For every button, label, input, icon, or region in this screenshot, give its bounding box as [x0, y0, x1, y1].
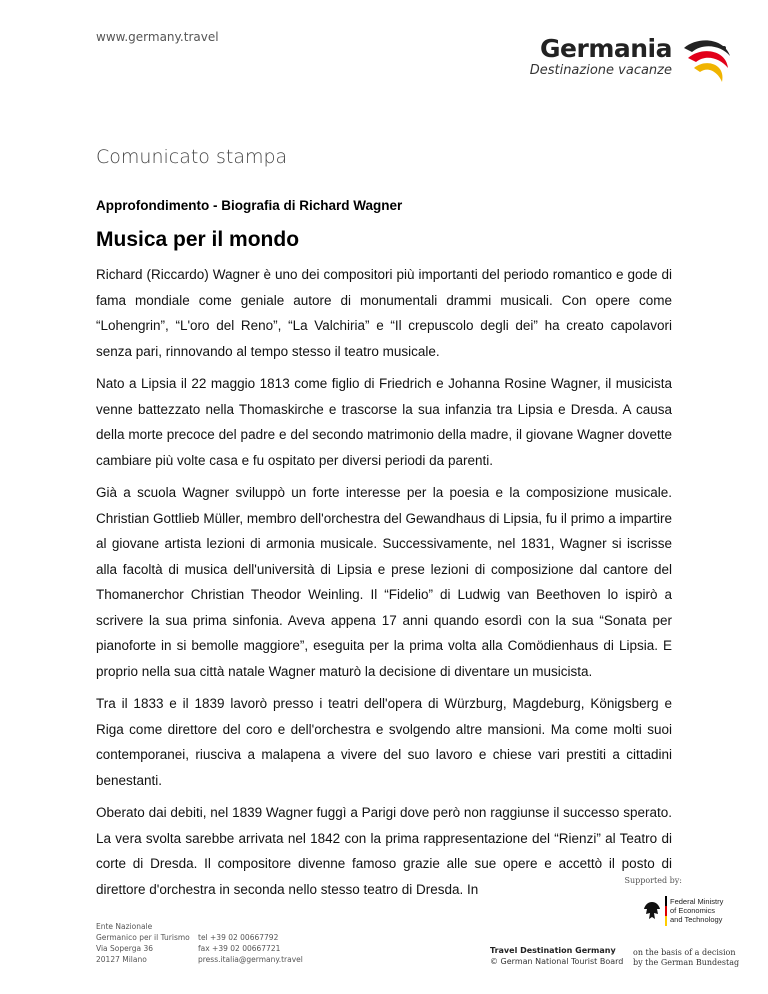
footer-address: Ente Nazionale Germanico per il Turismo Via Soperga 36 20127 Milano — [96, 922, 190, 964]
germania-logo — [514, 34, 734, 86]
supported-by-label: Supported by: — [624, 876, 682, 885]
footer-contacts: tel +39 02 00667792 fax +39 02 00667721 press.italia@germany.travel — [198, 933, 303, 964]
paragraph-1: Richard (Riccardo) Wagner è uno dei compositori più importanti del periodo romantico e gode di fama mondiale come geniale autore di monumentali drammi musicali. Con opere come “Lohengrin”, “L'oro del Reno”, “La Valchiria” e “Il crepuscolo degli dei” ha creato capolavori senza pari, rinnovando al tempo stesso il teatro musicale. — [96, 267, 672, 359]
article-body — [96, 262, 672, 909]
ministry-name: Federal Ministry of Economics and Technology — [670, 897, 724, 924]
germany-swirl-icon — [678, 34, 734, 90]
bundestag-note: on the basis of a decision by the German Bundestag — [633, 948, 740, 967]
tdg-credit — [490, 945, 623, 967]
kicker: Approfondimento - Biografia di Richard Wagner — [96, 198, 403, 213]
press-email-link[interactable]: press.italia@germany.travel — [198, 955, 303, 964]
ministry-logo — [640, 896, 750, 930]
tdg-subtitle: © German National Tourist Board — [490, 957, 624, 966]
document-type: Comunicato stampa — [96, 146, 288, 168]
paragraph-5: Oberato dai debiti, nel 1839 Wagner fuggì a Parigi dove però non raggiunse il successo sperato. La vera svolta sarebbe arrivata nel 1842 con la prima rappresentazione del “Rienzi” al Teatro di corte di Dresda. Il compositore divenne famoso grazie alle sue opere e accettò il posto di direttore d'orchestra in seconda nello stesso teatro di Dresda. In — [96, 805, 672, 897]
headline: Musica per il mondo — [96, 228, 300, 251]
header-url: www.germany.travel — [96, 30, 219, 44]
paragraph-2: Nato a Lipsia il 22 maggio 1813 come figlio di Friedrich e Johanna Rosine Wagner, il musicista venne battezzato nella Thomaskirche e trascorse la sua infanzia tra Lipsia e Dresda. A causa della morte precoce del padre e del secondo matrimonio della madre, il giovane Wagner dovette cambiare più volte casa e fu ospitato per diversi periodi da parenti. — [96, 376, 672, 468]
tdg-title: Travel Destination Germany — [490, 946, 616, 955]
paragraph-3: Già a scuola Wagner sviluppò un forte interesse per la poesia e la composizione musicale. Christian Gottlieb Müller, membro dell'orchestra del Gewandhaus di Lipsia, fu il primo a impartire al giovane artista lezioni di armonia musicale. Successivamente, nel 1831, Wagner si iscrisse alla facoltà di musica dell'università di Lipsia e prese lezioni di composizione dal cantore del Thomanerchor Christian Theodor Weinling. Il “Fidelio” di Ludwig van Beethoven lo ispirò a scrivere la sua prima sinfonia. Aveva appena 17 anni quando esordì con la sua “Sonata per pianoforte in si bemolle maggiore”, eseguita per la prima volta alla Comödienhaus di Lipsia. E proprio nella sua città natale Wagner maturò la decisione di diventare un musicista. — [96, 485, 672, 679]
federal-eagle-icon — [642, 900, 662, 922]
flag-bar-icon — [665, 896, 667, 926]
paragraph-4: Tra il 1833 e il 1839 lavorò presso i teatri dell'opera di Würzburg, Magdeburg, Königsberg e Riga come direttore del coro e dell'orchestra e svolgendo altre mansioni. Ma come molti suoi contemporanei, riusciva a malapena a vivere del suo lavoro e chiese vari prestiti a cittadini benestanti. — [96, 696, 672, 788]
logo-subtitle: Destinazione vacanze — [529, 63, 672, 78]
logo-title: Germania — [540, 34, 672, 63]
